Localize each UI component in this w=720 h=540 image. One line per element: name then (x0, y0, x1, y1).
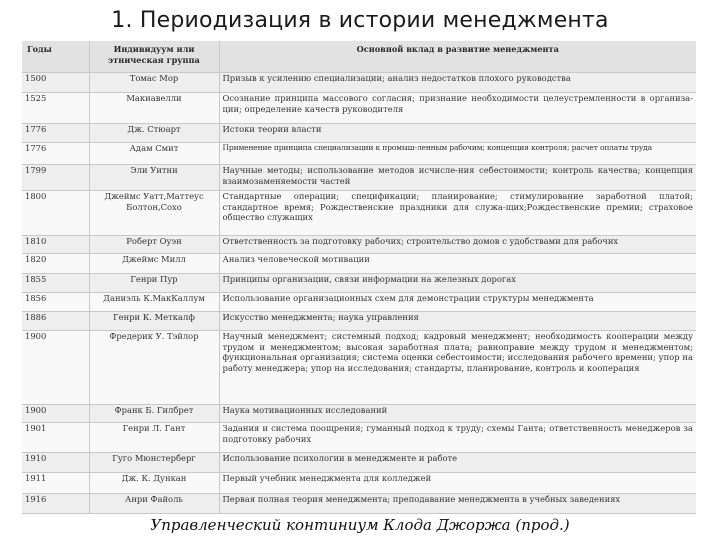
contribution-cell: Искусство менеджмента; наука управления (219, 312, 696, 331)
slide-footer-caption: Управленческий континиум Клода Джоржа (прод.) (150, 516, 570, 534)
table-row (22, 236, 696, 254)
year-cell: 1525 (22, 93, 89, 124)
year-cell: 1911 (22, 473, 89, 494)
contribution-cell: Применение принципа специализации к промыш-ленным рабочим; концепция контроля; расчет оплаты труда (219, 143, 696, 165)
table-row (22, 93, 696, 124)
contribution-cell: Научный менеджмент; системный подход; кадровый менеджмент; необходимость кооперации между трудом и менеджментом; высокая заработная плата; равноправие между трудом и менеджментом; функциональная организация; система оценки себестоимости; исследования рабочего времени; упор на работу менеджера; упор на исследования; стандарты, планирование, контроль и кооперация (219, 331, 696, 405)
contribution-cell: Задания и система поощрения; гуманный подход к труду; схемы Ганта; ответственность менеджеров за подготовку рабочих (219, 423, 696, 453)
person-cell: Макиавелли (89, 93, 219, 124)
person-cell: Анри Файоль (89, 494, 219, 514)
table-row (22, 453, 696, 473)
person-cell: Генри К. Меткалф (89, 312, 219, 331)
year-cell: 1800 (22, 191, 89, 236)
table-row (22, 293, 696, 312)
header-years: Годы (22, 41, 89, 73)
year-cell: 1900 (22, 331, 89, 405)
person-cell: Джеймс Милл (89, 254, 219, 274)
table-row (22, 312, 696, 331)
contribution-cell: Первый учебник менеджмента для колледжей (219, 473, 696, 494)
contribution-cell: Принципы организации, связи информации на железных дорогах (219, 274, 696, 293)
contribution-cell: Призыв к усилению специализации; анализ недостатков плохого руководства (219, 73, 696, 93)
person-cell: Джеймс Уатт,Маттеус Болтон,Сохо (89, 191, 219, 236)
table-row (22, 124, 696, 143)
year-cell: 1810 (22, 236, 89, 254)
year-cell: 1776 (22, 124, 89, 143)
year-cell: 1900 (22, 405, 89, 423)
year-cell: 1910 (22, 453, 89, 473)
year-cell: 1776 (22, 143, 89, 165)
year-cell: 1916 (22, 494, 89, 514)
header-person: Индивидуум или этническая группа (89, 41, 219, 73)
table-row (22, 73, 696, 93)
table-row (22, 494, 696, 514)
contribution-cell: Анализ человеческой мотивации (219, 254, 696, 274)
table-row (22, 423, 696, 453)
year-cell: 1799 (22, 165, 89, 191)
year-cell: 1820 (22, 254, 89, 274)
year-cell: 1901 (22, 423, 89, 453)
management-history-table (22, 41, 696, 514)
table-row (22, 143, 696, 165)
contribution-cell: Стандартные операции; спецификации; планирование; стимулирование заработной платой; стандартное время; Рождественские праздники для служа-щих;Рождественские премии; страховое общество служащих (219, 191, 696, 236)
table-row (22, 165, 696, 191)
year-cell: 1856 (22, 293, 89, 312)
table-row (22, 473, 696, 494)
person-cell: Фредерик У. Тэйлор (89, 331, 219, 405)
person-cell: Генри Пур (89, 274, 219, 293)
person-cell: Роберт Оуэн (89, 236, 219, 254)
contribution-cell: Наука мотивационных исследований (219, 405, 696, 423)
person-cell: Гуго Мюнстерберг (89, 453, 219, 473)
person-cell: Даниэль К.МакКаллум (89, 293, 219, 312)
contribution-cell: Использование психологии в менеджменте и работе (219, 453, 696, 473)
person-cell: Эли Уитни (89, 165, 219, 191)
year-cell: 1855 (22, 274, 89, 293)
table-row (22, 331, 696, 405)
person-cell: Франк Б. Гилбрет (89, 405, 219, 423)
header-contribution: Основной вклад в развитие менеджмента (219, 41, 696, 73)
person-cell: Адам Смит (89, 143, 219, 165)
contribution-cell: Научные методы; использование методов исчисле-ния себестоимости; контроль качества; концепция взаимозаменяемости частей (219, 165, 696, 191)
person-cell: Дж. К. Дункан (89, 473, 219, 494)
table-row (22, 405, 696, 423)
contribution-cell: Осознание принципа массового согласия; признание необходимости целеустремленности в организа-ции; определение качеств руководителя (219, 93, 696, 124)
contribution-cell: Истоки теории власти (219, 124, 696, 143)
person-cell: Томас Мор (89, 73, 219, 93)
table-row (22, 274, 696, 293)
table-row (22, 254, 696, 274)
contribution-cell: Первая полная теория менеджмента; преподавание менеджмента в учебных заведениях (219, 494, 696, 514)
year-cell: 1886 (22, 312, 89, 331)
table-row (22, 191, 696, 236)
slide-title: 1. Периодизация в истории менеджмента (111, 8, 609, 33)
table-header-row (22, 41, 696, 73)
person-cell: Дж. Стюарт (89, 124, 219, 143)
year-cell: 1500 (22, 73, 89, 93)
contribution-cell: Ответственность за подготовку рабочих; строительство домов с удобствами для рабочих (219, 236, 696, 254)
contribution-cell: Использование организационных схем для демонстрации структуры менеджмента (219, 293, 696, 312)
person-cell: Генри Л. Гант (89, 423, 219, 453)
